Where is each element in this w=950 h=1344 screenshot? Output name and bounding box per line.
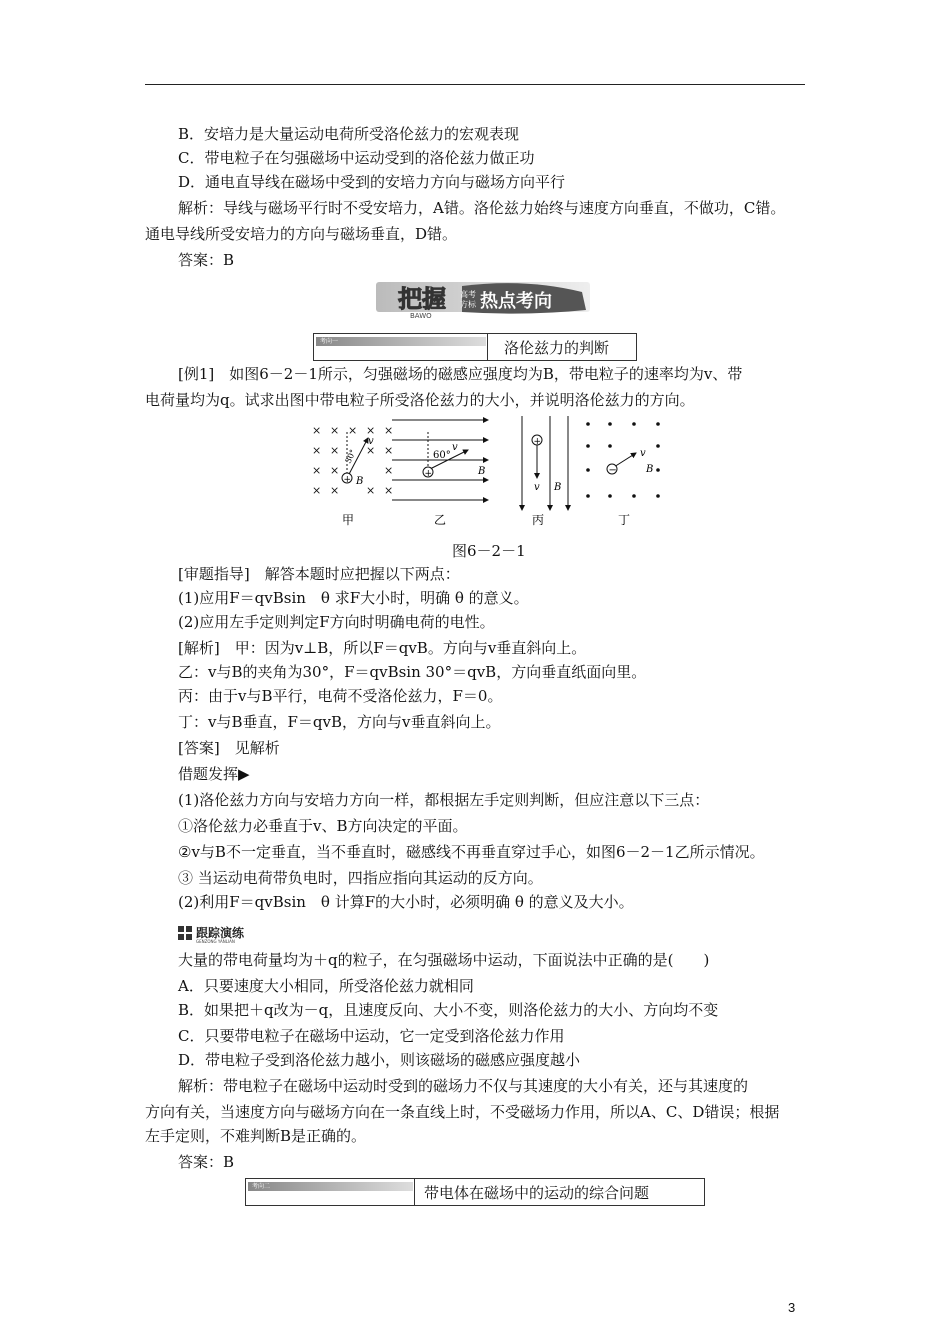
svg-text:×: × [384, 484, 394, 497]
answer-text: 答案：B [178, 1153, 235, 1171]
svg-text:GENZONG YANLIAN: GENZONG YANLIAN [196, 939, 235, 944]
figure-6-2-1 [300, 412, 670, 536]
svg-text:×: × [330, 464, 340, 477]
svg-text:×: × [312, 424, 322, 437]
analysis-text: 左手定则，不难判断B是正确的。 [145, 1127, 367, 1145]
header-rule [145, 84, 805, 85]
svg-text:v: v [640, 448, 646, 459]
solution-line: (1)应用F＝qvBsin θ 求F大小时，明确 θ 的意义。 [178, 589, 529, 607]
svg-text:+: + [343, 475, 352, 485]
label-jia: 甲 [342, 513, 355, 527]
svg-text:×: × [312, 444, 322, 457]
figure-caption: 图6－2－1 [452, 542, 526, 560]
svg-text:×: × [384, 464, 394, 477]
svg-text:×: × [366, 444, 376, 457]
practice-option: D．带电粒子受到洛伦兹力越小，则该磁场的磁感应强度越小 [178, 1051, 581, 1069]
guide-heading: [审题指导] 解答本题时应把握以下两点： [178, 565, 460, 583]
svg-text:B: B [478, 466, 486, 477]
banner-main-text: 热点考向 [480, 291, 552, 312]
solution-line: 乙：v与B的夹角为30°，F＝qvBsin 30°＝qvB，方向垂直纸面向里。 [178, 663, 647, 681]
label-bing: 丙 [532, 513, 545, 527]
banner-big-text: 把握 [398, 285, 446, 313]
section-banner [376, 278, 590, 320]
page-number: 3 [788, 1300, 796, 1315]
option-b: B．安培力是大量运动电荷所受洛伦兹力的宏观表现 [178, 125, 520, 143]
svg-text:60°: 60° [433, 450, 451, 461]
practice-option: A．只要速度大小相同，所受洛伦兹力就相同 [178, 977, 474, 995]
answer-text: [答案] 见解析 [178, 739, 280, 757]
extension-line: ①洛伦兹力必垂直于v、B方向决定的平面。 [178, 817, 468, 835]
svg-text:×: × [312, 464, 322, 477]
extension-line: ③ 当运动电荷带负电时，四指应指向其运动的反方向。 [178, 869, 543, 887]
svg-text:+: + [533, 437, 542, 447]
analysis-text: 解析：导线与磁场平行时不受安培力，A错。洛伦兹力始终与速度方向垂直，不做功，C错。 [178, 199, 786, 217]
svg-text:v: v [368, 436, 374, 447]
svg-text:30°: 30° [343, 448, 358, 465]
practice-option: C．只要带电粒子在磁场中运动，它一定受到洛伦兹力作用 [178, 1027, 565, 1045]
option-c: C．带电粒子在匀强磁场中运动受到的洛伦兹力做正功 [178, 149, 535, 167]
svg-text:方标: 方标 [460, 300, 476, 309]
topic-title: 带电体在磁场中的运动的综合问题 [424, 1184, 650, 1202]
extension-line: (2)利用F＝qvBsin θ 计算F的大小时，必须明确 θ 的意义及大小。 [178, 893, 634, 911]
svg-text:v: v [452, 442, 458, 453]
svg-text:×: × [384, 424, 394, 437]
svg-text:B: B [356, 476, 364, 487]
topic-tag-1: 考向一 洛伦兹力的判断 [313, 333, 637, 361]
analysis-text: 解析：带电粒子在磁场中运动时受到的磁场力不仅与其速度的大小有关，还与其速度的 [178, 1077, 749, 1095]
svg-text:+: + [424, 469, 433, 479]
extension-line: ②v与B不一定垂直，当不垂直时，磁感线不再垂直穿过手心，如图6－2－1乙所示情况。 [178, 843, 765, 861]
practice-question: 大量的带电荷量均为＋q的粒子，在匀强磁场中运动，下面说法中正确的是( ) [178, 951, 710, 969]
example-text: 电荷量均为q。试求出图中带电粒子所受洛伦兹力的大小，并说明洛伦兹力的方向。 [145, 391, 695, 409]
practice-option: B．如果把＋q改为－q，且速度反向、大小不变，则洛伦兹力的大小、方向均不变 [178, 1001, 719, 1019]
svg-text:×: × [330, 424, 340, 437]
svg-text:−: − [608, 465, 617, 476]
analysis-text: 方向有关，当速度方向与磁场方向在一条直线上时，不受磁场力作用，所以A、C、D错误；根据 [145, 1103, 780, 1121]
svg-text:×: × [366, 484, 376, 497]
svg-text:×: × [330, 484, 340, 497]
analysis-text: 通电导线所受安培力的方向与磁场垂直，D错。 [145, 225, 458, 243]
label-ding: 丁 [618, 513, 631, 527]
label-yi: 乙 [434, 513, 447, 527]
solution-line: (2)应用左手定则判定F方向时明确电荷的电性。 [178, 613, 495, 631]
svg-text:BAWO: BAWO [410, 312, 432, 320]
svg-text:跟踪演练: 跟踪演练 [196, 926, 245, 940]
solution-line: [解析] 甲：因为v⊥B，所以F＝qvB。方向与v垂直斜向上。 [178, 639, 587, 657]
example-text: [例1] 如图6－2－1所示，匀强磁场的磁感应强度均为B，带电粒子的速率均为v、带 [178, 365, 743, 383]
svg-text:×: × [384, 444, 394, 457]
option-d: D．通电直导线在磁场中受到的安培力方向与磁场方向平行 [178, 173, 566, 191]
svg-text:×: × [330, 444, 340, 457]
svg-text:高考: 高考 [460, 290, 476, 299]
answer-text: 答案：B [178, 251, 235, 269]
follow-practice-label [178, 924, 270, 944]
svg-text:×: × [312, 484, 322, 497]
svg-text:B: B [646, 464, 654, 475]
extension-heading: 借题发挥▶ [178, 765, 250, 783]
topic-title: 洛伦兹力的判断 [504, 339, 610, 357]
extension-line: (1)洛伦兹力方向与安培力方向一样，都根据左手定则判断，但应注意以下三点： [178, 791, 710, 809]
solution-line: 丙：由于v与B平行，电荷不受洛伦兹力，F＝0。 [178, 687, 503, 705]
svg-text:v: v [534, 482, 540, 493]
svg-text:×: × [366, 424, 376, 437]
svg-text:B: B [554, 482, 562, 493]
solution-line: 丁：v与B垂直，F＝qvB，方向与v垂直斜向上。 [178, 713, 501, 731]
svg-text:×: × [348, 424, 358, 437]
topic-tag-2: 考向二 带电体在磁场中的运动的综合问题 [245, 1178, 705, 1206]
